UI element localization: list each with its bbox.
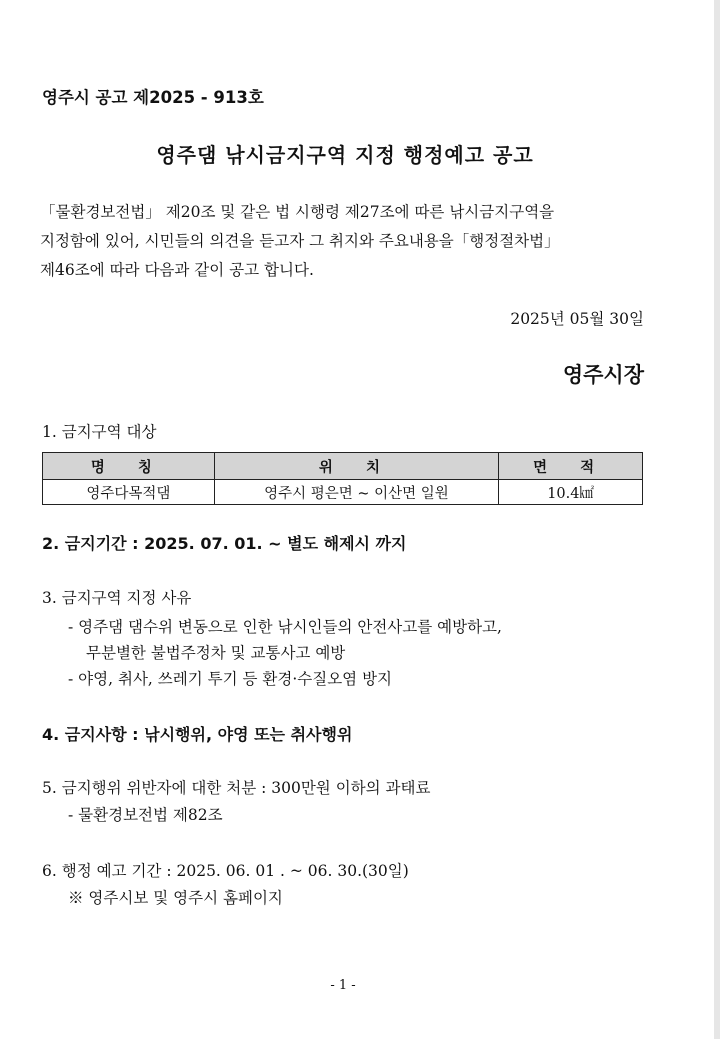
- intro-paragraph: [40, 198, 650, 285]
- section-3-item-1-cont: 무분별한 불법주정차 및 교통사고 예방: [86, 644, 346, 662]
- section-3-item-1: - 영주댐 댐수위 변동으로 인한 낚시인들의 안전사고를 예방하고,: [68, 618, 502, 636]
- intro-line-3: 제46조에 따라 다음과 같이 공고 합니다.: [40, 261, 314, 279]
- column-header-area: 면 적: [499, 453, 643, 480]
- section-4-heading: 4. 금지사항 : 낚시행위, 야영 또는 취사행위: [42, 725, 353, 744]
- section-3-item-2: - 야영, 취사, 쓰레기 투기 등 환경·수질오염 방지: [68, 670, 393, 688]
- zone-table: [42, 452, 643, 505]
- section-6-heading: 6. 행정 예고 기간 : 2025. 06. 01 . ~ 06. 30.(30일): [42, 862, 409, 880]
- table-header-row: [43, 453, 643, 480]
- table-row: [43, 480, 643, 505]
- intro-line-1: 「물환경보전법」 제20조 및 같은 법 시행령 제27조에 따른 낚시금지구역을: [40, 203, 555, 221]
- signer: 영주시장: [562, 363, 644, 387]
- intro-line-2: 지정함에 있어, 시민들의 의견을 듣고자 그 취지와 주요내용을「행정절차법」: [40, 232, 560, 250]
- section-2-heading: 2. 금지기간 : 2025. 07. 01. ~ 별도 해제시 까지: [42, 534, 407, 553]
- notice-date: 2025년 05월 30일: [510, 310, 644, 328]
- cell-name: 영주다목적댐: [43, 480, 215, 505]
- page-number: - 1 -: [330, 978, 356, 993]
- section-5-item-1: - 물환경보전법 제82조: [68, 806, 223, 824]
- document-title: 영주댐 낚시금지구역 지정 행정예고 공고: [156, 143, 534, 167]
- notice-number: 영주시 공고 제2025 - 913호: [42, 88, 264, 107]
- cell-location: 영주시 평은면 ~ 이산면 일원: [214, 480, 498, 505]
- section-1-heading: 1. 금지구역 대상: [42, 423, 157, 441]
- cell-area: 10.4㎢: [499, 480, 643, 505]
- section-5-heading: 5. 금지행위 위반자에 대한 처분 : 300만원 이하의 과태료: [42, 779, 431, 797]
- page-edge: [714, 0, 720, 1039]
- column-header-location: 위 치: [214, 453, 498, 480]
- column-header-name: 명 칭: [43, 453, 215, 480]
- section-6-note: ※ 영주시보 및 영주시 홈페이지: [68, 889, 283, 907]
- section-3-heading: 3. 금지구역 지정 사유: [42, 589, 192, 607]
